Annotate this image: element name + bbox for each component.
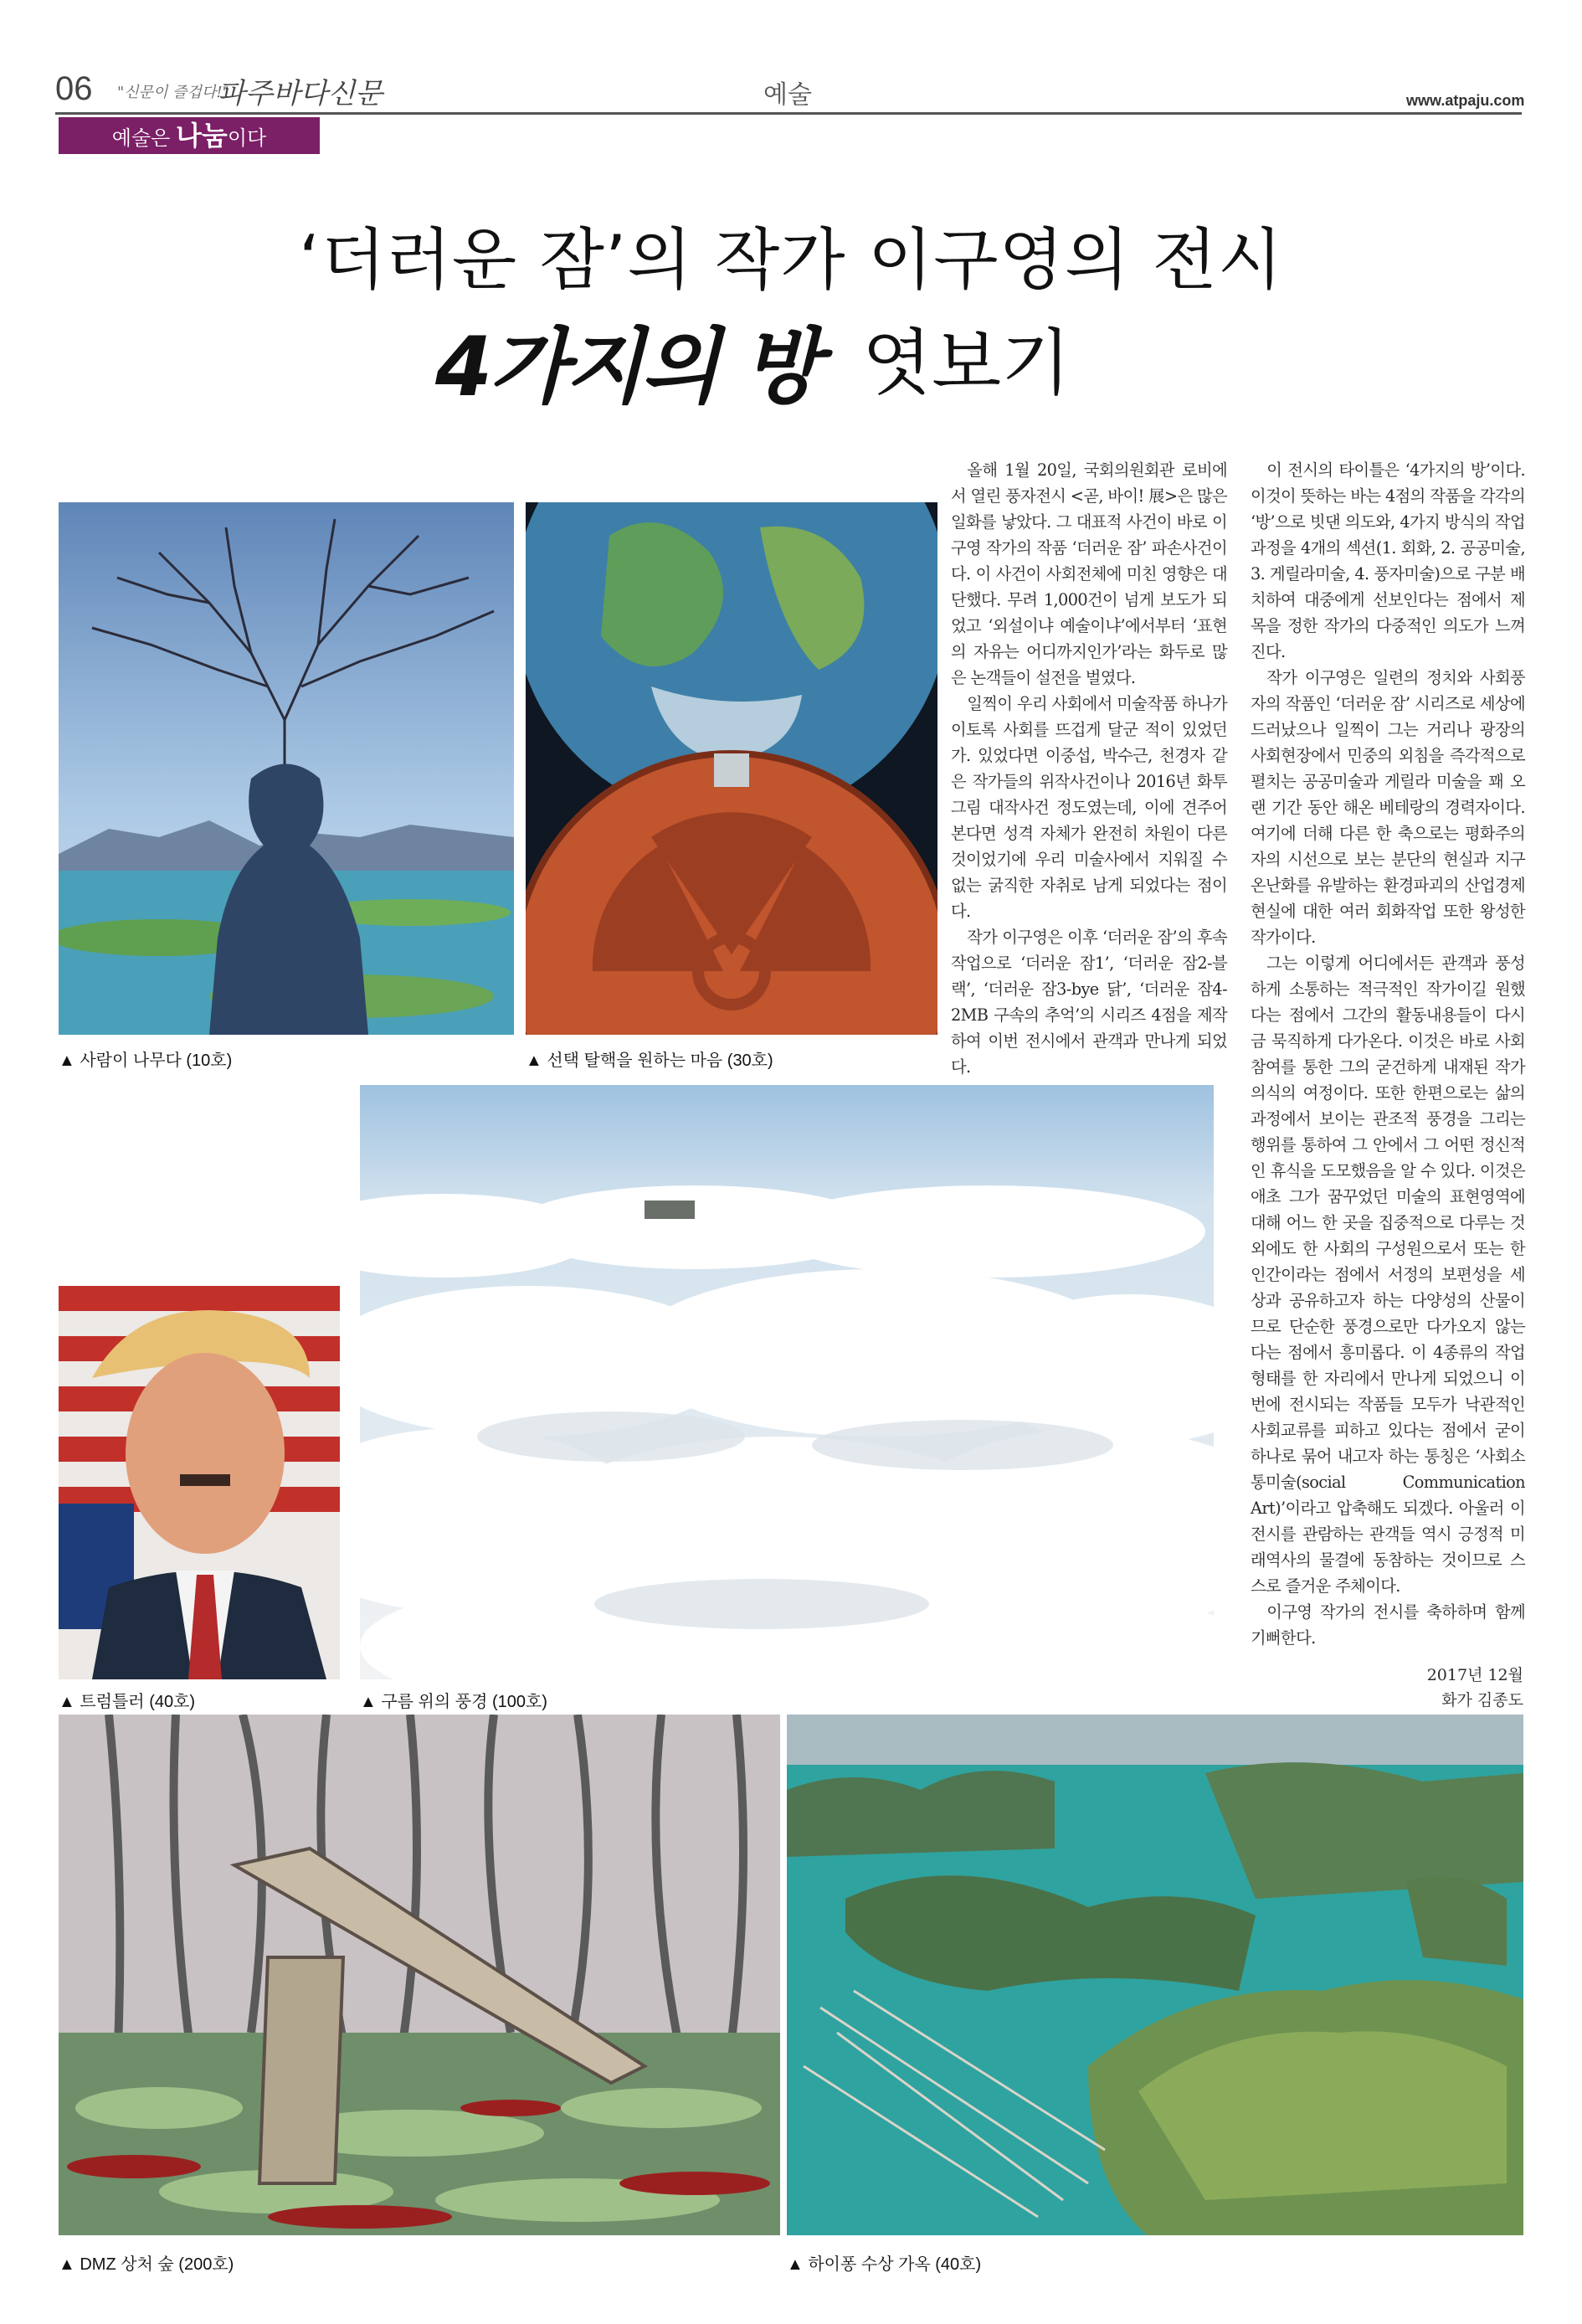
website-link[interactable]: www.atpaju.com — [1406, 92, 1525, 109]
painting-clouds — [360, 1085, 1214, 1679]
painting-dmz-forest — [59, 1715, 780, 2235]
caption-6: ▲ 하이퐁 수상 가옥 (40호) — [787, 2255, 982, 2274]
caption-5: ▲ DMZ 상처 숲 (200호) — [59, 2255, 234, 2274]
newspaper-logo: 파주바다신문 — [218, 77, 383, 111]
headline-stylized: 4가지의 방 — [435, 320, 818, 415]
header-divider — [55, 112, 1522, 115]
painting-earth-nuclear — [526, 502, 937, 1035]
article-paragraph: 이구영 작가의 전시를 축하하며 함께 기뻐한다. — [1251, 1602, 1525, 1648]
article-paragraph: 이 전시의 타이틀은 ‘4가지의 방’이다. 이것이 뜻하는 바는 4점의 작품을 각각의 ‘방’으로 빗댄 의도와, 4가지 방식의 작업과정을 4개의 섹션(1. 회화, 2. 공공미술, 3. 게릴라미술, 4. 풍자미술)으로 구분 배치하여 대중에게 선보인다는 점에서 제목을 정한 작가의 다중적인 의도가 느껴진다. — [1251, 460, 1525, 661]
painting-tree-person — [59, 502, 514, 1035]
painting-haiphong — [787, 1715, 1523, 2235]
painting-portrait — [59, 1286, 340, 1679]
headline-line-2: 엿보기 — [862, 321, 1071, 405]
tag-suffix: 이다 — [227, 127, 267, 150]
section-title: 예술 — [763, 81, 812, 109]
article-paragraph: 일찍이 우리 사회에서 미술작품 하나가 이토록 사회를 뜨겁게 달군 적이 있었던가. 있었다면 이중섭, 박수근, 천경자 같은 작가들의 위작사건이나 2016년 화투그림 대작사건 정도였는데, 이에 견주어 본다면 성격 자체가 완전히 차원이 다른 것이었기에 우리 미술사에서 지워질 수 없는 굵직한 자취로 남게 되었다는 점이다. — [951, 694, 1227, 921]
article-author: 화가 김종도 — [1441, 1691, 1523, 1710]
caption-1: ▲ 사람이 나무다 (10호) — [59, 1051, 233, 1070]
article-column-2 — [1251, 457, 1525, 1651]
article-paragraph: 올해 1월 20일, 국회의원회관 로비에서 열린 풍자전시 <곧, 바이! 展>은 많은 일화를 낳았다. 그 대표적 사건이 바로 이구영 작가의 작품 ‘더러운 잠’ 파손사건이다. 이 사건이 사회전체에 미친 영향은 대단했다. 무려 1,000건이 넘게 보도가 되었고 ‘외설이냐 예술이냐’에서부터 ‘표현의 자유는 어디까지인가’라는 화두로 많은 논객들이 설전을 벌였다. — [951, 460, 1227, 687]
article-paragraph: 작가 이구영은 이후 ‘더러운 잠’의 후속작업으로 ‘더러운 잠1’, ‘더러운 잠2-블랙’, ‘더러운 잠3-bye 닭’, ‘더러운 잠4-2MB 구속의 추억’의 시리즈 4점을 제작하여 이번 전시에서 관객과 만나게 되었다. — [951, 928, 1227, 1077]
caption-4: ▲ 구름 위의 풍경 (100호) — [360, 1693, 547, 1711]
article-date: 2017년 12월 — [1426, 1666, 1523, 1684]
caption-3: ▲ 트럼틀러 (40호) — [59, 1693, 196, 1711]
section-tag — [59, 117, 320, 154]
page-number: 06 — [55, 70, 93, 107]
headline-line-1: ‘더러운 잠’의 작가 이구영의 전시 — [298, 221, 1284, 299]
slogan: "신문이 즐겁다!" — [117, 84, 229, 101]
tag-prefix: 예술은 — [111, 127, 177, 150]
tag-bold: 나눔 — [176, 121, 228, 151]
caption-2: ▲ 선택 탈핵을 원하는 마음 (30호) — [526, 1051, 773, 1070]
article-paragraph: 작가 이구영은 일련의 정치와 사회풍자의 작품인 ‘더러운 잠’ 시리즈로 세상에 드러났으나 일찍이 그는 거리나 광장의 사회현장에서 민중의 외침을 즉각적으로 펼치는 공공미술과 게릴라 미술을 꽤 오랜 기간 동안 해온 베테랑의 경력자이다. 여기에 더해 다른 한 축으로는 평화주의자의 시선으로 보는 분단의 현실과 지구 온난화를 유발하는 환경파괴의 산업경제 현실에 대한 여러 회화작업 또한 왕성한 작가이다. — [1251, 668, 1525, 947]
article-paragraph: 그는 이렇게 어디에서든 관객과 풍성하게 소통하는 적극적인 작가이길 원했다는 점에서 그간의 활동내용들이 다시금 묵직하게 다가온다. 이것은 바로 사회참여를 통한 그의 굳건하게 내재된 작가의식의 여정이다. 또한 한편으로는 삶의 과정에서 보이는 관조적 풍경을 그리는 행위를 통하여 그 안에서 그 어떤 정신적인 휴식을 도모했음을 알 수 있다. 이것은 애초 그가 꿈꾸었던 미술의 표현영역에 대해 어느 한 곳을 집중적으로 다루는 것 외에도 한 사회의 구성원으로서 또는 한 인간이라는 점에서 서정의 보편성을 세상과 공유하고자 하는 다양성의 산물이므로 단순한 풍경으로만 다가오지 않는다는 점에서 흥미롭다. 이 4종류의 작업형태를 한 자리에서 만나게 되었으니 이번에 전시되는 작품들 모두가 낙관적인 사회교류를 피하고 있다는 점에서 굳이 하나로 묶어 내고자 하는 통칭은 ‘사회소통미술(social Communication Art)’이라고 압축해도 되겠다. 아울러 이 전시를 관람하는 관객들 역시 긍정적 미래역사의 물결에 동참하는 것이므로 스스로 즐거운 주체이다. — [1251, 954, 1525, 1596]
article-column-1 — [951, 457, 1227, 1080]
